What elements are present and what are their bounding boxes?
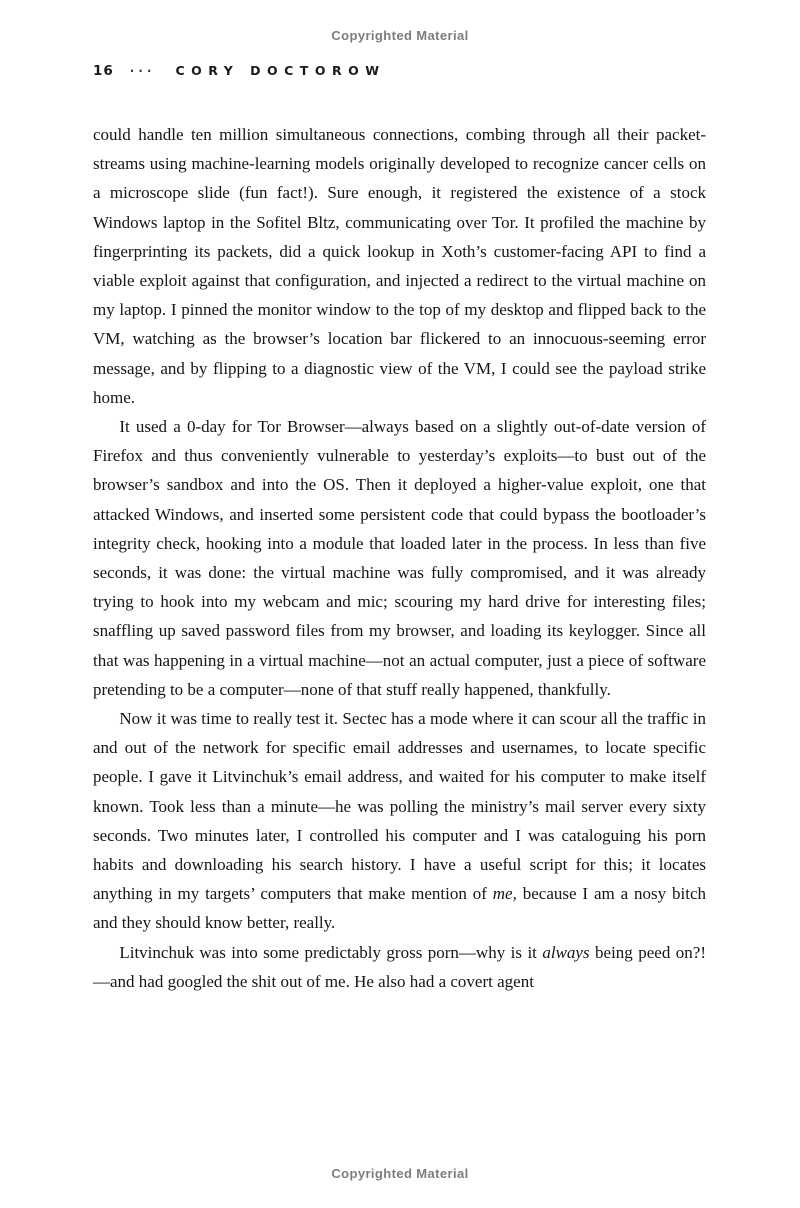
text-segment: It used a 0-day for Tor Browser—always based on a slightly out-of-date version of Firefox and thus conveniently vulnerable to yesterday’s exploits—to bust out of the browser’s sandbox and into the OS. Then it deployed a higher-value exploit, one that attacked Windows, and inserted some persistent code that could bypass the bootloader’s integrity check, hooking into a module that loaded later in the process. In less than five seconds, it was done: the virtual machine was fully compromised, and it was already trying to hook into my webcam and mic; scouring my hard drive for interesting files; snaffling up saved password files from my browser, and loading its keylogger. Since all that was happening in a virtual machine—not an actual computer, just a piece of software pretending to be a computer—none of that stuff really happened, thankfully. — [93, 417, 706, 699]
copyright-notice-top: Copyrighted Material — [331, 28, 469, 43]
copyright-notice-bottom: Copyrighted Material — [331, 1166, 469, 1181]
author-name: CORY DOCTOROW — [175, 63, 386, 78]
running-header — [93, 63, 705, 79]
italic-text-segment: always — [542, 942, 590, 962]
paragraph — [93, 412, 706, 704]
text-segment: could handle ten million simultaneous connections, combing through all their packet-streams using machine-learning models originally developed to recognize cancer cells on a microscope slide (fun fact!). Sure enough, it registered the existence of a stock Windows laptop in the Sofitel Bltz, communicating over Tor. It profiled the machine by fingerprinting its packets, did a quick lookup in Xoth’s customer-facing API to find a viable exploit against that configuration, and injected a redirect to the virtual machine on my laptop. I pinned the monitor window to the top of my desktop and flipped back to the VM, watching as the browser’s location bar flickered to an innocuous-seeming error message, and by flipping to a diagnostic view of the VM, I could see the payload strike home. — [93, 125, 706, 407]
paragraph — [93, 704, 706, 938]
italic-text-segment: me, — [492, 884, 517, 904]
page-body — [93, 120, 706, 996]
text-segment: because I am a nosy bitch and they should know better, really. — [93, 884, 706, 933]
paragraph — [93, 120, 706, 412]
text-segment: Litvinchuk was into some predictably gross porn—why is it — [119, 942, 543, 962]
text-segment: being peed on?!—and had googled the shit out of me. He also had a covert agent — [93, 942, 706, 991]
page-number: 16 — [93, 63, 114, 79]
text-segment: Now it was time to really test it. Sectec has a mode where it can scour all the traffic in and out of the network for specific email addresses and usernames, to locate specific people. I gave it Litvinchuk’s email address, and waited for his computer to make itself known. Took less than a minute—he was polling the ministry’s mail server every sixty seconds. Two minutes later, I controlled his computer and I was cataloguing his porn habits and downloading his search history. I have a useful script for this; it locates anything in my targets’ computers that make mention of — [93, 709, 706, 904]
paragraph — [93, 938, 706, 996]
header-separator-dots: ··· — [129, 64, 156, 78]
